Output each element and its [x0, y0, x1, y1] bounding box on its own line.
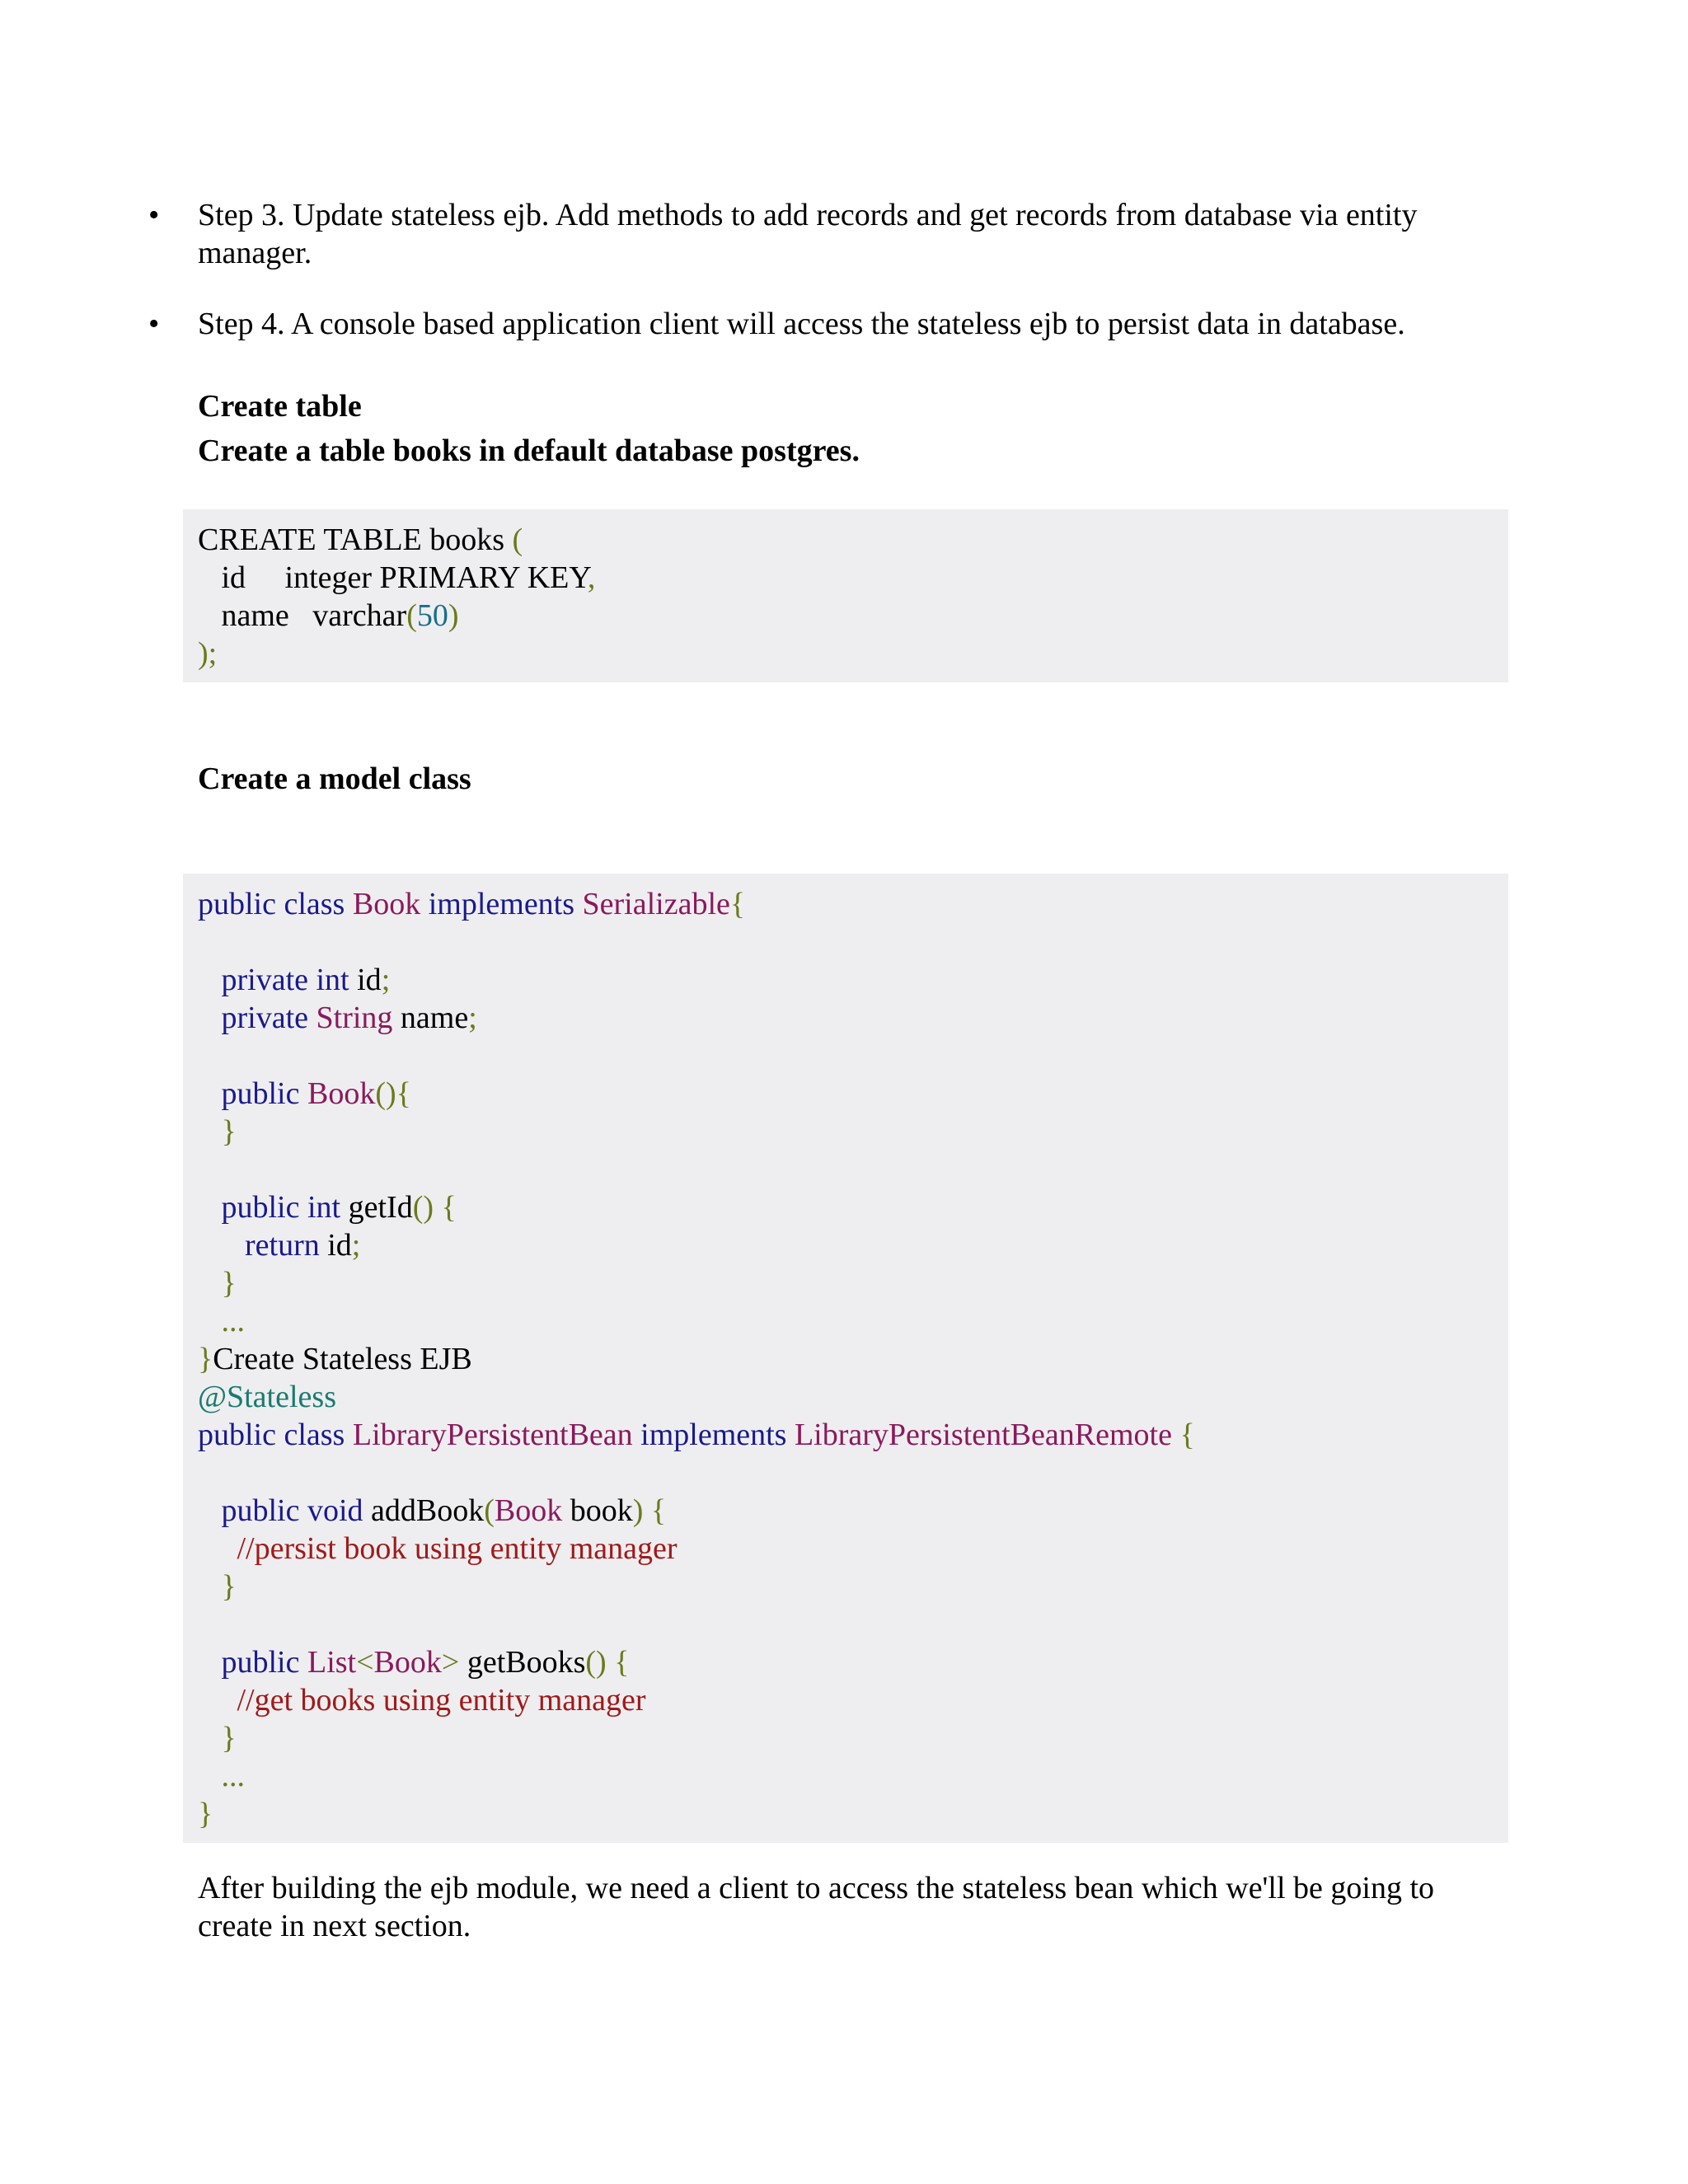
code-token: CREATE TABLE books	[198, 523, 513, 557]
code-line	[198, 1605, 1508, 1643]
code-line	[198, 1795, 1508, 1833]
steps-list	[148, 196, 1500, 376]
code-token: Serializable	[582, 887, 730, 921]
code-token: (	[484, 1493, 495, 1528]
code-line	[198, 1681, 1508, 1719]
code-token: }	[198, 1266, 237, 1301]
code-token: () {	[412, 1190, 457, 1225]
code-line	[198, 1378, 1508, 1416]
code-line	[198, 1492, 1508, 1530]
code-token: Create Stateless EJB	[213, 1342, 472, 1376]
code-token: public class	[198, 887, 353, 921]
code-token: id integer PRIMARY KEY	[198, 560, 588, 595]
code-token: ,	[587, 560, 596, 595]
code-token: public class	[198, 1418, 353, 1452]
code-token: ;	[351, 1228, 361, 1263]
step-3-text: Step 3. Update stateless ejb. Add methods to add records and get records from database via entity manager.	[198, 198, 1418, 270]
code-line	[198, 1037, 1508, 1075]
code-token: return	[198, 1228, 328, 1263]
code-token: implements	[640, 1418, 795, 1452]
sql-code-block	[183, 509, 1508, 682]
bullet-icon: •	[148, 198, 160, 232]
code-line	[198, 635, 1508, 673]
code-line	[198, 1454, 1508, 1492]
code-line	[198, 521, 1508, 559]
code-line	[198, 559, 1508, 597]
code-token: public int	[198, 1190, 349, 1225]
code-line	[198, 885, 1508, 923]
code-token: Book	[352, 887, 429, 921]
code-token: <	[356, 1645, 374, 1680]
code-token: {	[1179, 1418, 1195, 1452]
code-token: @Stateless	[198, 1380, 336, 1414]
code-token: () {	[585, 1645, 630, 1680]
code-line	[198, 1719, 1508, 1757]
code-token: ;	[381, 963, 391, 997]
code-line	[198, 1568, 1508, 1605]
code-token: book	[570, 1493, 633, 1528]
code-token: ) {	[632, 1493, 667, 1528]
code-token: Book	[494, 1493, 570, 1528]
code-token: ;	[468, 1001, 477, 1035]
code-token: id	[327, 1228, 352, 1263]
list-item	[148, 305, 1500, 343]
code-token: public void	[198, 1493, 372, 1528]
code-token: (	[512, 523, 523, 557]
code-token: {	[729, 887, 746, 921]
step-4-text: Step 4. A console based application client will access the stateless ejb to persist data in database.	[198, 307, 1405, 341]
code-line	[198, 999, 1508, 1037]
code-line	[198, 1113, 1508, 1151]
code-token: LibraryPersistentBean	[352, 1418, 641, 1452]
code-line	[198, 1416, 1508, 1454]
code-line	[198, 961, 1508, 999]
code-line	[198, 1757, 1508, 1795]
code-line	[198, 1188, 1508, 1226]
code-token: getId	[348, 1190, 413, 1225]
code-token: Book	[307, 1076, 376, 1111]
list-item	[148, 196, 1500, 272]
create-model-heading: Create a model class	[198, 762, 471, 796]
code-token: }	[198, 1342, 213, 1376]
code-token: private	[198, 1001, 316, 1035]
code-token: String	[316, 1001, 401, 1035]
code-token: (	[406, 598, 417, 633]
code-token: )	[448, 598, 459, 633]
code-line	[198, 1075, 1508, 1113]
code-token: }	[198, 1797, 213, 1831]
java-code-block	[183, 874, 1508, 1843]
code-token: //persist book using entity manager	[198, 1531, 678, 1566]
code-token: ...	[198, 1304, 245, 1338]
code-token: Book	[373, 1645, 442, 1680]
code-token: (){	[375, 1076, 411, 1111]
code-token: );	[198, 636, 218, 671]
code-token: LibraryPersistentBeanRemote	[794, 1418, 1180, 1452]
code-token: >	[441, 1645, 467, 1680]
code-line	[198, 1340, 1508, 1378]
closing-paragraph: After building the ejb module, we need a client to access the stateless bean which we'll be going to create in next section.	[198, 1871, 1434, 1943]
code-line	[198, 1302, 1508, 1340]
code-line	[198, 1530, 1508, 1568]
bullet-icon: •	[148, 307, 160, 341]
code-token: getBooks	[467, 1645, 586, 1680]
code-line	[198, 1643, 1508, 1681]
code-token: id	[357, 963, 382, 997]
code-token: private int	[198, 963, 358, 997]
code-line	[198, 597, 1508, 635]
code-token: public	[198, 1645, 307, 1680]
code-token: 50	[416, 598, 448, 633]
code-token: }	[198, 1721, 237, 1755]
code-line	[198, 1151, 1508, 1188]
code-line	[198, 1264, 1508, 1302]
code-token: //get books using entity manager	[198, 1683, 646, 1718]
code-token: implements	[428, 887, 583, 921]
code-token: ...	[198, 1759, 245, 1793]
code-line	[198, 1226, 1508, 1264]
code-token: name varchar	[198, 598, 407, 633]
code-token: addBook	[371, 1493, 485, 1528]
code-line	[198, 923, 1508, 961]
code-token: List	[307, 1645, 357, 1680]
code-token: public	[198, 1076, 307, 1111]
code-token: name	[400, 1001, 469, 1035]
code-token: }	[198, 1114, 237, 1149]
create-table-description: Create a table books in default database postgres.	[198, 434, 860, 468]
create-table-heading: Create table	[198, 389, 362, 424]
code-token: }	[198, 1569, 237, 1604]
